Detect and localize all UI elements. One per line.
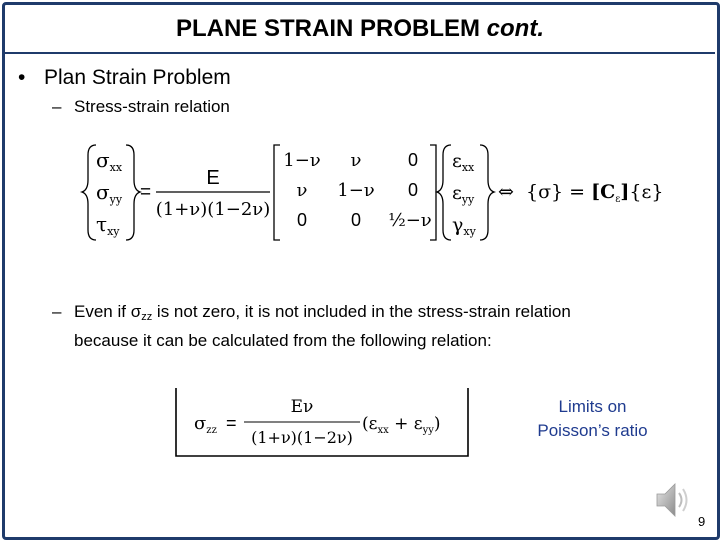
eq2-plus: + ε [388,414,423,434]
svg-text:σxx [96,148,123,174]
stress-strain-equation [80,140,664,245]
eq2-sub-xx: xx [377,425,389,436]
bullet-text: Plan Strain Problem [44,66,231,89]
matrix-r2c3: 0 [407,180,419,200]
sub-bullet-stress-strain [52,97,230,117]
strain-sub-yy: yy [461,193,475,206]
lhs-sub-xy: xy [107,225,120,238]
bullet-marker: • [18,66,26,89]
matrix-r3c1: 0 [296,210,308,230]
sub-bullet-text: Stress-strain relation [74,97,230,116]
svg-text:εyy [452,182,475,206]
speaker-icon[interactable] [653,478,693,527]
svg-text:{σ}=[Cε]{ε} [526,181,663,205]
compact-C: [C [591,181,616,203]
svg-text:(εxx + εyy) [362,414,441,436]
eq2-equals: = [226,413,237,433]
even-if-text-1: Even if σ [74,302,142,321]
even-if-text-3: because it can be calculated from the following relation: [74,331,492,350]
sigma-zz-equation [174,388,470,458]
lhs-sub-yy: yy [109,193,123,206]
strain-eps-xx: ε [452,150,462,172]
svg-text:γxy [452,214,477,238]
bullet-plan-strain [18,66,231,90]
strain-sub-xx: xx [461,161,475,174]
fraction-denominator: (1+ν)(1−2ν) [155,199,271,220]
page-number: 9 [698,514,706,529]
eq2-denominator: (1+ν)(1−2ν) [251,428,353,447]
compact-C-close: ] [620,181,630,203]
matrix-r2c2: 1−ν [337,180,375,201]
even-if-sub: zz [141,311,153,323]
title-divider [5,52,715,54]
eq2-sigma: σ [194,413,207,434]
lhs-sub-xx: xx [109,161,123,174]
title-main: PLANE STRAIN PROBLEM [175,15,480,42]
matrix-r3c3: ½−ν [388,210,432,231]
title-italic: cont. [486,15,544,42]
strain-sub-xy: xy [463,225,476,238]
lhs-sigma-xx: σ [96,148,110,172]
limits-line-1: Limits on [558,397,627,416]
matrix-r3c2: 0 [350,210,362,230]
dash-marker: – [52,97,62,116]
eq2-paren-close: ) [433,414,441,434]
svg-text:εxx [452,150,475,174]
compact-sigma: {σ} [526,181,564,203]
slide-title [0,15,720,43]
svg-text:σyy [96,180,123,206]
svg-text:τxy [96,212,120,238]
matrix-r1c3: 0 [407,150,419,170]
compact-eps: {ε} [629,181,664,203]
eq2-numerator: Eν [290,397,314,417]
matrix-r1c1: 1−ν [283,150,321,171]
matrix-r1c2: ν [350,150,362,171]
strain-gamma-xy: γ [452,214,464,236]
compact-equals: = [569,181,586,203]
fraction-numerator: E [206,167,220,189]
limits-line-2: Poisson’s ratio [537,421,648,440]
eq2-paren-open: (ε [362,414,378,434]
limits-on-poisson-link[interactable] [515,395,670,443]
svg-text:σzz [194,413,217,436]
compact-C-sub: ε [615,194,621,205]
lhs-sigma-yy: σ [96,180,110,204]
matrix-r2c1: ν [296,180,308,201]
eq2-sub-zz: zz [206,425,217,436]
lhs-tau-xy: τ [96,212,108,236]
iff-arrow: ⇔ [498,181,514,203]
equals-sign: = [140,182,152,203]
matrix-left-bracket [274,145,280,240]
even-if-text-2: is not zero, it is not included in the stress-strain relation [152,302,571,321]
eq2-sub-yy: yy [422,425,434,436]
strain-eps-yy: ε [452,182,462,204]
sub-bullet-even-if [52,300,692,353]
dash-marker-2: – [52,302,62,321]
